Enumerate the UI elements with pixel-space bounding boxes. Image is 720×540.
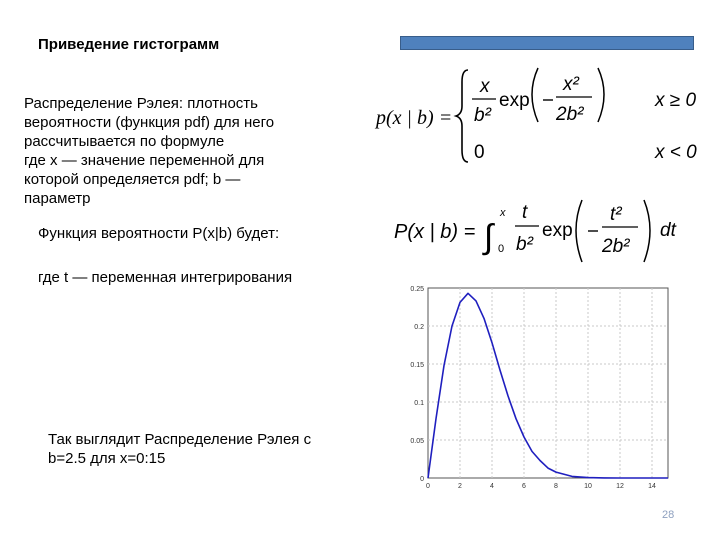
y-tick-label: 0.1 <box>414 400 424 407</box>
left-paren <box>532 68 538 122</box>
caption-line: b=2.5 для x=0:15 <box>48 450 166 467</box>
cdf-exp-label: exp <box>542 220 573 241</box>
paragraph-line: которой определяется pdf; b — <box>24 171 241 188</box>
exp-denominator: 2b² <box>556 104 584 125</box>
rayleigh-pdf-chart <box>380 280 680 500</box>
x-tick-label: 8 <box>554 483 558 490</box>
description-paragraph <box>24 94 274 208</box>
y-tick-label: 0.15 <box>410 362 424 369</box>
integral-upper-limit: x <box>500 207 506 219</box>
x-tick-label: 4 <box>490 483 494 490</box>
pdf-lhs: p(x | b) = <box>376 107 453 129</box>
plot-area <box>428 288 668 478</box>
x-tick-label: 14 <box>648 483 656 490</box>
differential: dt <box>660 220 676 241</box>
cdf-formula <box>388 196 708 272</box>
y-tick-label: 0.25 <box>410 286 424 293</box>
case1-numerator: x <box>480 76 490 97</box>
paragraph-line: параметр <box>24 190 91 207</box>
cdf-right-paren <box>644 200 650 262</box>
cdf-left-paren <box>576 200 582 262</box>
cdf-lhs: P(x | b) = <box>394 221 476 243</box>
right-paren <box>598 68 604 122</box>
integration-variable-note: где t — переменная интегрирования <box>38 269 293 286</box>
cdf-exp-numerator: t² <box>610 204 622 225</box>
slide-title: Приведение гистограмм <box>38 36 220 53</box>
x-tick-label: 0 <box>426 483 430 490</box>
condition-negative: x < 0 <box>655 142 697 163</box>
integral-sign-icon: ∫ <box>484 218 494 256</box>
integral-lower-limit: 0 <box>498 243 505 255</box>
exp-numerator: x² <box>563 74 579 95</box>
paragraph-line: Распределение Рэлея: плотность <box>24 95 258 112</box>
case1-denominator: b² <box>474 105 491 126</box>
condition-nonnegative: x ≥ 0 <box>655 90 697 111</box>
caption-line: Так выглядит Распределение Рэлея с <box>48 431 312 448</box>
cdf-exp-denominator: 2b² <box>602 236 630 257</box>
case2-value: 0 <box>474 142 485 163</box>
y-tick-label: 0 <box>420 476 424 483</box>
exp-label: exp <box>499 90 530 111</box>
x-tick-label: 12 <box>616 483 624 490</box>
x-tick-label: 2 <box>458 483 462 490</box>
title-accent-bar <box>400 36 694 50</box>
paragraph-line: рассчитывается по формуле <box>24 133 225 150</box>
chart-caption <box>48 430 311 468</box>
paragraph-line: вероятности (функция pdf) для него <box>24 114 275 131</box>
cdf-fraction-numerator: t <box>522 202 528 223</box>
x-tick-label: 6 <box>522 483 526 490</box>
cdf-fraction-denominator: b² <box>516 234 533 255</box>
paragraph-line: где x — значение переменной для <box>24 152 265 169</box>
y-tick-label: 0.05 <box>410 438 424 445</box>
pdf-formula <box>370 62 710 168</box>
y-tick-label: 0.2 <box>414 324 424 331</box>
left-brace <box>456 70 468 162</box>
cdf-intro-text: Функция вероятности P(x|b) будет: <box>38 225 280 242</box>
slide-number: 28 <box>662 509 675 521</box>
x-tick-label: 10 <box>584 483 592 490</box>
